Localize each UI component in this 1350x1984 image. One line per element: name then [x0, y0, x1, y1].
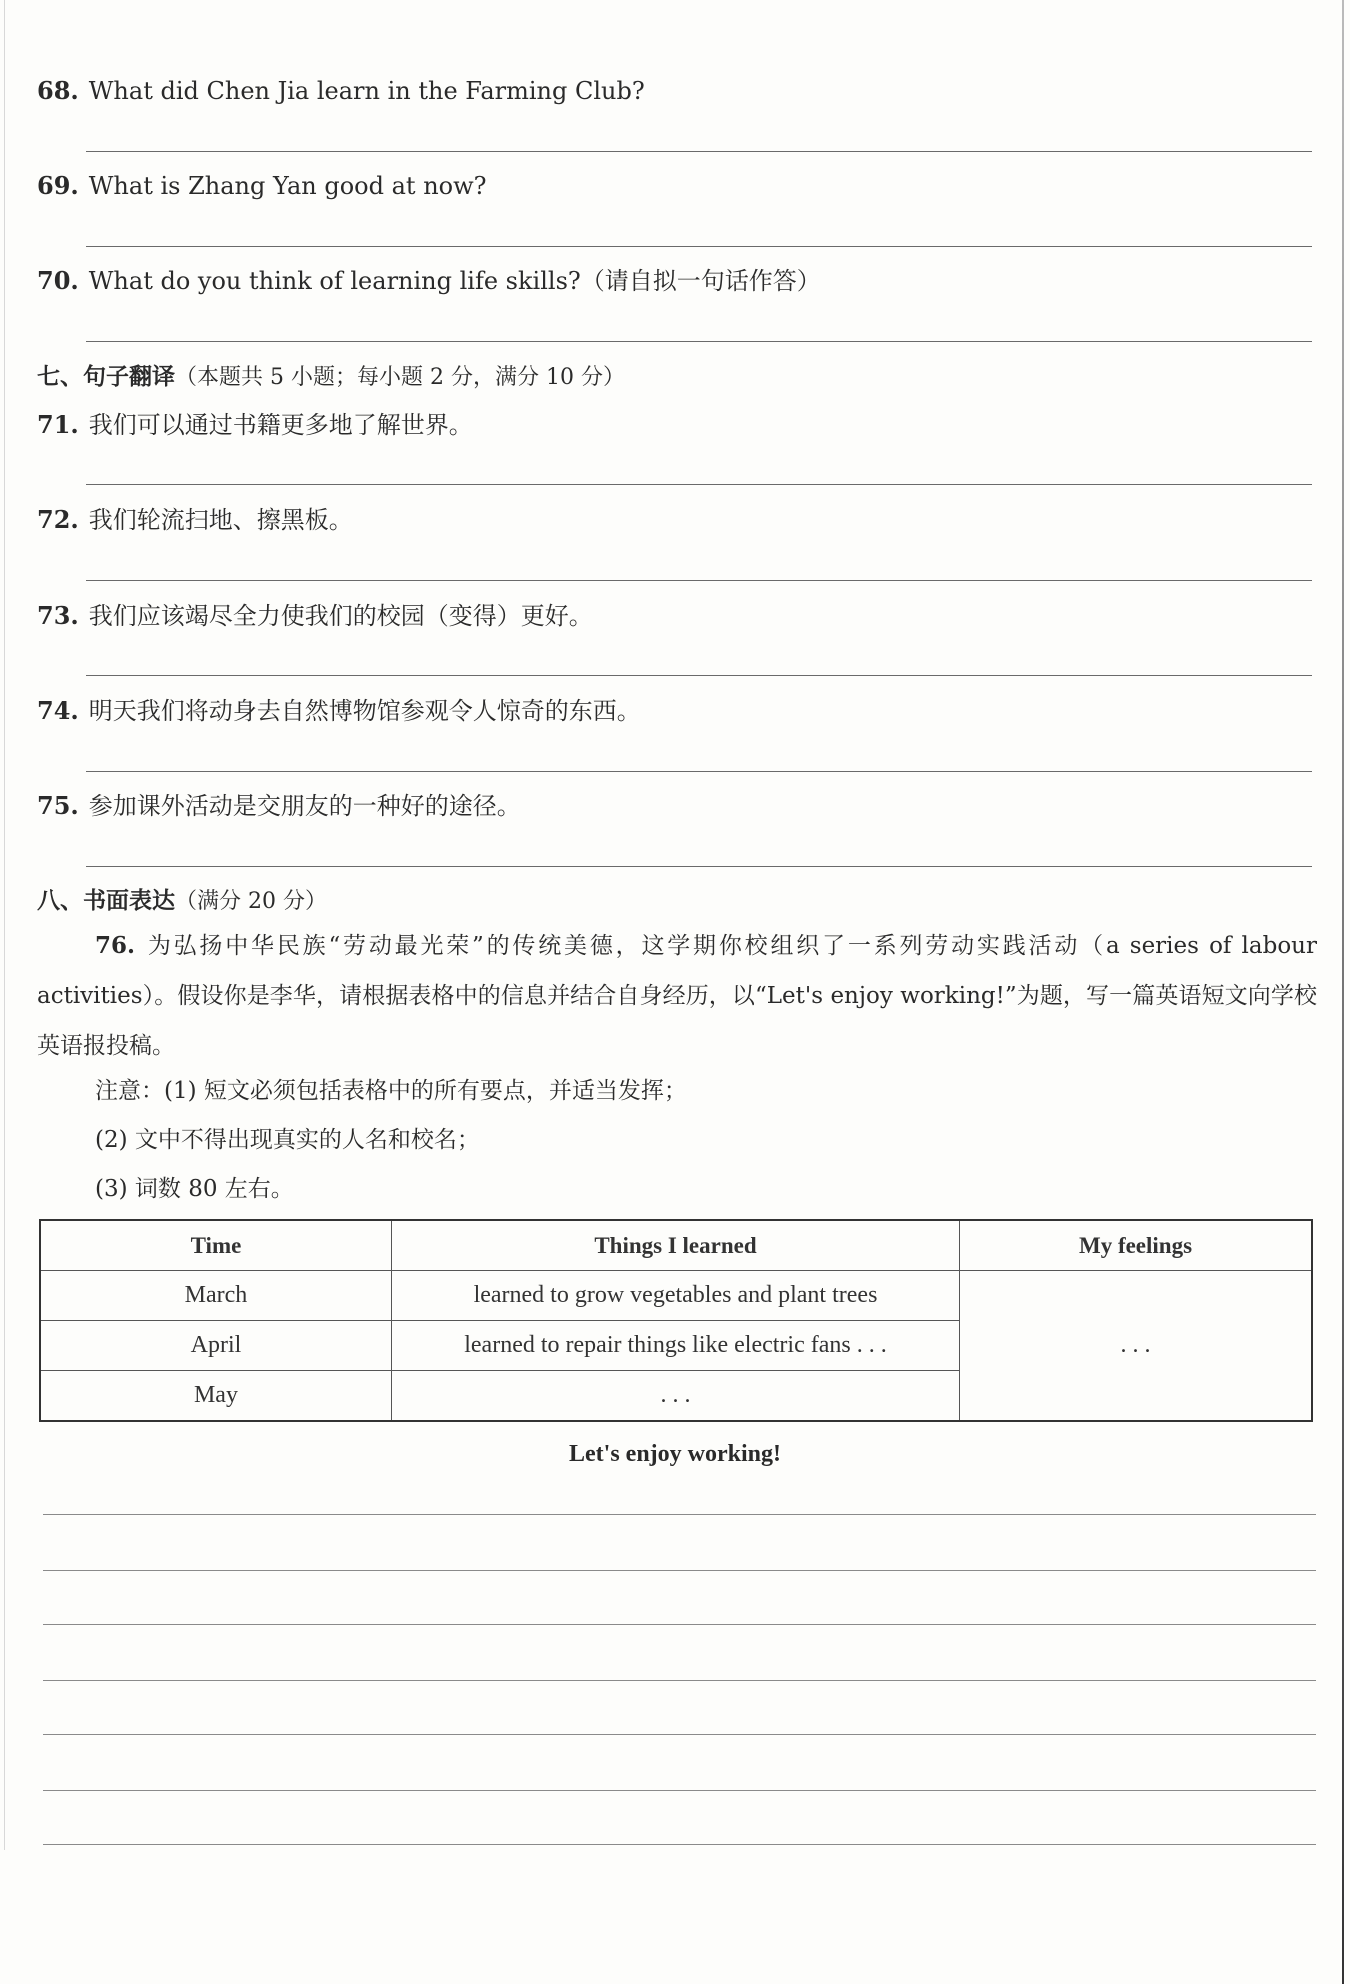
- question-74: [37, 696, 641, 726]
- question-72: [37, 505, 353, 535]
- writing-prompt: [37, 921, 1317, 1071]
- table-row: [40, 1271, 1312, 1321]
- question-number: 74.: [37, 696, 79, 725]
- answer-line-68[interactable]: [86, 151, 1312, 152]
- cell-time: March: [40, 1271, 391, 1321]
- question-75: [37, 791, 521, 821]
- answer-line-69[interactable]: [86, 246, 1312, 247]
- answer-line-70[interactable]: [86, 341, 1312, 342]
- page-edge-left: [4, 0, 5, 1850]
- table-header-row: [40, 1220, 1312, 1271]
- question-text: 我们可以通过书籍更多地了解世界。: [88, 411, 473, 439]
- question-68: [37, 76, 645, 106]
- question-text: What is Zhang Yan good at now?: [88, 172, 487, 200]
- writing-note-2: (2) 文中不得出现真实的人名和校名；: [95, 1127, 480, 1153]
- question-69: [37, 171, 487, 201]
- section-8-title: [37, 886, 327, 917]
- writing-note-3: (3) 词数 80 左右。: [95, 1176, 294, 1202]
- question-number: 68.: [37, 76, 79, 105]
- answer-line-73[interactable]: [86, 675, 1312, 676]
- question-text: What did Chen Jia learn in the Farming Club?: [88, 77, 645, 105]
- cell-time: May: [40, 1371, 391, 1422]
- header-my-feelings: My feelings: [960, 1220, 1312, 1271]
- section-7-title: [37, 362, 625, 393]
- essay-line[interactable]: [43, 1844, 1316, 1845]
- question-number: 76.: [95, 932, 136, 959]
- question-number: 70.: [37, 266, 79, 295]
- section-heading: 八、书面表达: [37, 887, 175, 914]
- question-71: [37, 410, 473, 440]
- answer-line-72[interactable]: [86, 580, 1312, 581]
- header-things-learned: Things I learned: [391, 1220, 959, 1271]
- cell-things: . . .: [391, 1371, 959, 1422]
- essay-title: Let's enjoy working!: [569, 1441, 781, 1467]
- question-number: 72.: [37, 505, 79, 534]
- answer-line-71[interactable]: [86, 484, 1312, 485]
- question-text: 参加课外活动是交朋友的一种好的途径。: [88, 792, 521, 820]
- question-number: 75.: [37, 791, 79, 820]
- question-70: [37, 266, 821, 296]
- essay-line[interactable]: [43, 1570, 1316, 1571]
- cell-things: learned to grow vegetables and plant trees: [391, 1271, 959, 1321]
- question-text: 我们轮流扫地、擦黑板。: [88, 506, 353, 534]
- essay-line[interactable]: [43, 1514, 1316, 1515]
- page-edge-right: [1342, 0, 1344, 1984]
- question-text: 我们应该竭尽全力使我们的校园（变得）更好。: [88, 602, 593, 630]
- question-73: [37, 601, 593, 631]
- writing-note-1: 注意：(1) 短文必须包括表格中的所有要点，并适当发挥；: [95, 1078, 687, 1104]
- info-table: [39, 1219, 1313, 1422]
- essay-line[interactable]: [43, 1624, 1316, 1625]
- question-text: 明天我们将动身去自然博物馆参观令人惊奇的东西。: [88, 697, 641, 725]
- section-score-note: （满分 20 分）: [175, 889, 327, 914]
- question-number: 71.: [37, 410, 79, 439]
- section-score-note: （本题共 5 小题；每小题 2 分，满分 10 分）: [175, 365, 625, 390]
- question-number: 69.: [37, 171, 79, 200]
- cell-time: April: [40, 1321, 391, 1371]
- header-time: Time: [40, 1220, 391, 1271]
- cell-feelings: . . .: [960, 1271, 1312, 1422]
- essay-line[interactable]: [43, 1680, 1316, 1681]
- prompt-text: 为弘扬中华民族“劳动最光荣”的传统美德，这学期你校组织了一系列劳动实践活动（a series of labour activities）。假设你是李华，请根据表格中的信息并结合自身经历，以“Let's enjoy working!”为题，写一篇英语短文向学校英语报投稿。: [37, 933, 1317, 1059]
- question-number: 73.: [37, 601, 79, 630]
- essay-line[interactable]: [43, 1734, 1316, 1735]
- question-text: What do you think of learning life skills?（请自拟一句话作答）: [88, 267, 821, 295]
- cell-things: learned to repair things like electric fans . . .: [391, 1321, 959, 1371]
- answer-line-74[interactable]: [86, 771, 1312, 772]
- essay-line[interactable]: [43, 1790, 1316, 1791]
- answer-line-75[interactable]: [86, 866, 1312, 867]
- section-heading: 七、句子翻译: [37, 363, 175, 390]
